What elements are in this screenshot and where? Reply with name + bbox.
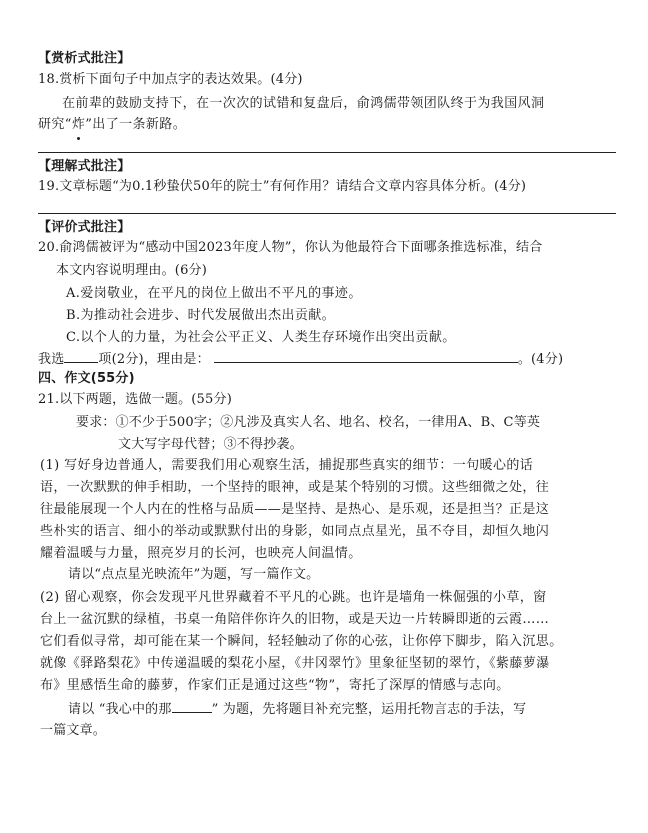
requirements-line-1: 要求：①不少于500字；②凡涉及真实人名、地名、校名，一律用A、B、C等英 <box>76 415 541 430</box>
title-blank[interactable] <box>172 700 212 713</box>
prompt-1-line: 往最能展现一个人内在的性格与品质——是坚持、是热心、是乐观，还是担当？正是这 <box>40 502 550 517</box>
prompt-2-line: (2) 留心观察，你会发现平凡世界藏着不平凡的心跳。也许是墙角一株倔强的小草，窗 <box>40 590 547 605</box>
prompt-2-line: 布》里感悟生命的藤萝，作家们正是通过这些“物”，寄托了深厚的情感与志向。 <box>40 678 510 693</box>
question-20-line-2: 本文内容说明理由。(6分) <box>56 263 208 278</box>
answer-line-19 <box>38 213 616 214</box>
prompt-1-line: 语，一次默默的伸手相助，一个坚持的眼神，或是某个特别的习惯。这些细微之处，往 <box>40 480 550 495</box>
prompt-1-task: 请以“点点星光映流年”为题，写一篇作文。 <box>68 567 320 582</box>
answer-line-18 <box>38 152 616 153</box>
question-18: 18.赏析下面句子中加点字的表达效果。(4分) <box>38 72 303 87</box>
question-21: 21.以下两题，选做一题。(55分) <box>38 392 232 407</box>
option-a: A.爱岗敬业，在平凡的岗位上做出不平凡的事迹。 <box>66 286 362 301</box>
option-c: C.以个人的力量，为社会公平正义、人类生存环境作出突出贡献。 <box>66 330 456 345</box>
answer-20-line: 我选 项(2分)，理由是： 。(4分) <box>38 352 564 367</box>
question-19: 19.文章标题“为0.1秒蛰伏50年的院士”有何作用？请结合文章内容具体分析。(4分) <box>38 179 527 194</box>
prompt-2-line: 台上一盆沉默的绿植，书桌一角陪伴你许久的旧物，或是天边一片转瞬即逝的云霞…… <box>40 612 550 627</box>
emphasis-dot-icon <box>77 137 80 140</box>
section-header-composition: 四、作文(55分) <box>38 371 135 386</box>
emphasized-character: 炸 <box>72 116 85 134</box>
section-header-understanding: 【理解式批注】 <box>38 159 131 174</box>
question-20-line-1: 20.俞鸿儒被评为“感动中国2023年度人物”，你认为他最符合下面哪条推选标准，结合 <box>38 240 543 255</box>
prompt-1-line: 些朴实的语言、细小的举动或默默付出的身影，如同点点星光，虽不夺目，却恒久地闪 <box>40 524 550 539</box>
quote-line-1: 在前辈的鼓励支持下，在一次次的试错和复盘后，俞鸿儒带领团队终于为我国风洞 <box>62 96 545 111</box>
section-header-appreciation: 【赏析式批注】 <box>38 51 131 66</box>
prompt-1-line: (1) 写好身边普通人，需要我们用心观察生活，捕捉那些真实的细节：一句暖心的话 <box>40 458 534 473</box>
prompt-2-line: 它们看似寻常，却可能在某一个瞬间，轻轻触动了你的心弦，让你停下脚步，陷入沉思。 <box>40 634 563 649</box>
prompt-2-line: 就像《驿路梨花》中传递温暖的梨花小屋，《井冈翠竹》里象征坚韧的翠竹，《紫藤萝瀑 <box>40 656 550 671</box>
prompt-2-task-line-2: 一篇文章。 <box>40 723 107 738</box>
requirements-line-2: 文大写字母代替；③不得抄袭。 <box>118 437 303 452</box>
prompt-1-line: 耀着温暖与力量，照亮岁月的长河，也映亮人间温情。 <box>40 546 362 561</box>
option-choice-blank[interactable] <box>64 350 98 363</box>
prompt-2-task: 请以 “我心中的那 ” 为题，先将题目补充完整，运用托物言志的手法，写 <box>68 702 527 717</box>
quote-line-2: 研究“炸 ”出了一条新路。 <box>38 116 186 134</box>
reason-blank[interactable] <box>214 350 518 363</box>
option-b: B.为推动社会进步、时代发展做出杰出贡献。 <box>66 308 336 323</box>
section-header-evaluation: 【评价式批注】 <box>38 220 131 235</box>
